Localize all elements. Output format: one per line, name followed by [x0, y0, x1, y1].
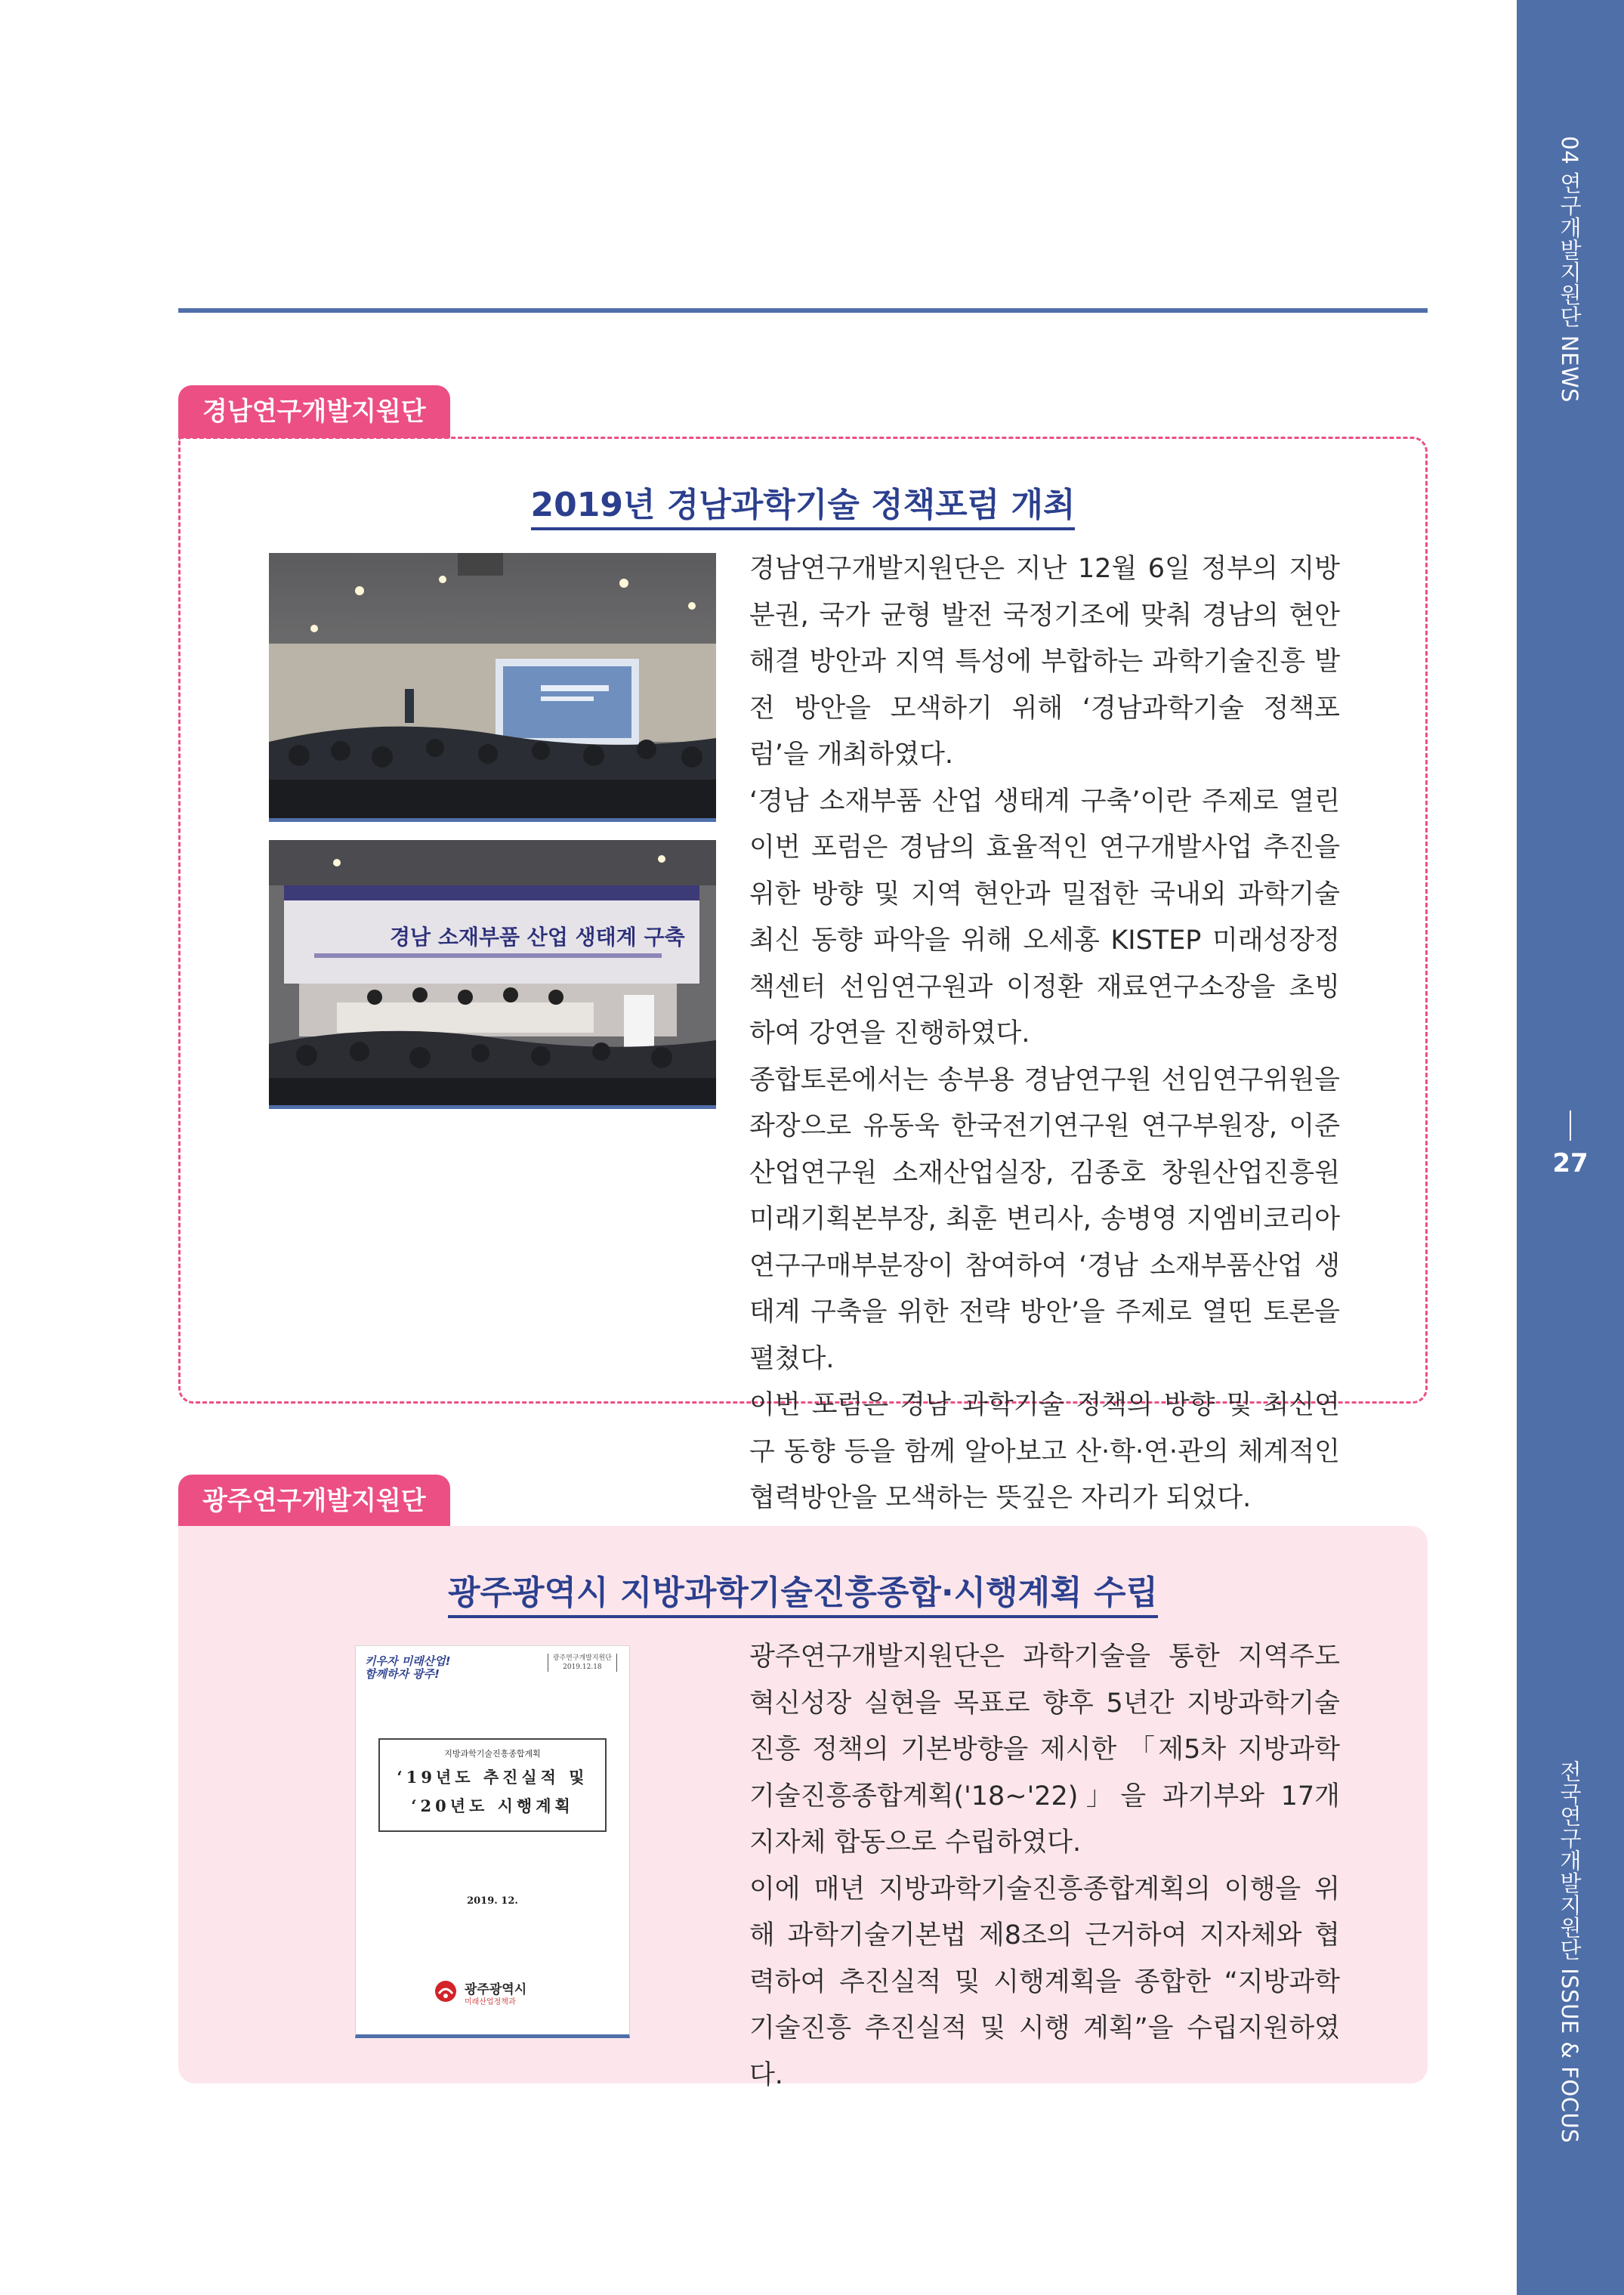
forum-photo-1: [269, 553, 716, 822]
photo-banner-text: 경남 소재부품 산업 생태계 구축: [390, 925, 685, 950]
plan-document-cover: [355, 1645, 630, 2038]
document-title-line1: ‘19년도 추진실적 및: [397, 1768, 588, 1787]
logo-dept: 미래산업정책과: [465, 1998, 516, 2006]
logo-name: 광주광역시: [465, 1982, 527, 1997]
document-subtitle: 지방과학기술진흥종합계획: [444, 1749, 541, 1759]
document-stamp: 광주연구개발지원단 2019.12.18: [548, 1654, 617, 1672]
document-slogan: 키우자 미래산업! 함께하자 광주!: [365, 1654, 451, 1681]
section-label-bottom: 전국연구개발지원단 ISSUE & FOCUS: [1557, 1760, 1582, 2144]
paragraph: 경남연구개발지원단은 지난 12월 6일 정부의 지방 분권, 국가 균형 발전 국정기조에 맞춰 경남의 현안 해결 방안과 지역 특성에 부합하는 과학기술진흥 발전 방안을 모색하기 위해 ‘경남과학기술 정책포럼’을 개최하였다.: [749, 554, 1340, 770]
gwangju-emblem-icon: [434, 1980, 457, 2003]
page-number-tick: [1570, 1110, 1571, 1141]
article-body-gyeongnam: [749, 546, 1340, 1522]
section-tab-gwangju: 광주연구개발지원단: [178, 1475, 450, 1527]
section-tab-gyeongnam: 경남연구개발지원단: [178, 385, 450, 438]
headline-text: 광주광역시 지방과학기술진흥종합·시행계획 수립: [448, 1574, 1158, 1618]
page-number: 27: [1552, 1148, 1588, 1178]
document-title-line2: ‘20년도 시행계획: [411, 1796, 574, 1815]
headline-text: 2019년 경남과학기술 정책포럼 개최: [531, 486, 1076, 530]
section-label-top: 04 연구개발지원단 NEWS: [1557, 136, 1582, 403]
paragraph: 이번 포럼은 경남 과학기술 정책의 방향 및 최신연구 동향 등을 함께 알아보고 산·학·연·관의 체계적인 협력방안을 모색하는 뜻깊은 자리가 되었다.: [749, 1390, 1340, 1513]
document-date: 2019. 12.: [467, 1895, 518, 1907]
top-divider: [178, 308, 1428, 313]
paragraph: 이에 매년 지방과학기술진흥종합계획의 이행을 위해 과학기술기본법 제8조의 근거하여 지자체와 협력하여 추진실적 및 시행계획을 종합한 “지방과학기술진흥 추진실적 및 시행 계획”을 수립지원하였다.: [749, 1873, 1340, 2090]
gwangju-logo: [434, 1978, 585, 2009]
article-headline-gwangju: [178, 1565, 1428, 1614]
paragraph: 광주연구개발지원단은 과학기술을 통한 지역주도 혁신성장 실현을 목표로 향후 5년간 지방과학기술진흥 정책의 기본방향을 제시한 「제5차 지방과학기술진흥종합계획('18~'22)」을 과기부와 17개 지자체 합동으로 수립하였다.: [749, 1642, 1340, 1858]
article-headline-gyeongnam: [178, 477, 1428, 526]
paragraph: 종합토론에서는 송부용 경남연구원 선임연구위원을 좌장으로 유동욱 한국전기연구원 연구부원장, 이준 산업연구원 소재산업실장, 김종호 창원산업진흥원 미래기획본부장, 최훈 변리사, 송병영 지엠비코리아 연구구매부분장이 참여하여 ‘경남 소재부품산업 생태계 구축을 위한 전략 방안’을 주제로 열띤 토론을 펼쳤다.: [749, 1064, 1340, 1374]
article-body-gwangju: [749, 1634, 1340, 2099]
document-title-box: [378, 1738, 607, 1832]
paragraph: ‘경남 소재부품 산업 생태계 구축’이란 주제로 열린 이번 포럼은 경남의 효율적인 연구개발사업 추진을 위한 방향 및 지역 현안과 밀접한 국내외 과학기술 최신 동향 파악을 위해 오세홍 KISTEP 미래성장정책센터 선임연구원과 이정환 재료연구소장을 초빙하여 강연을 진행하였다.: [749, 786, 1340, 1049]
forum-photo-2: [269, 840, 716, 1109]
